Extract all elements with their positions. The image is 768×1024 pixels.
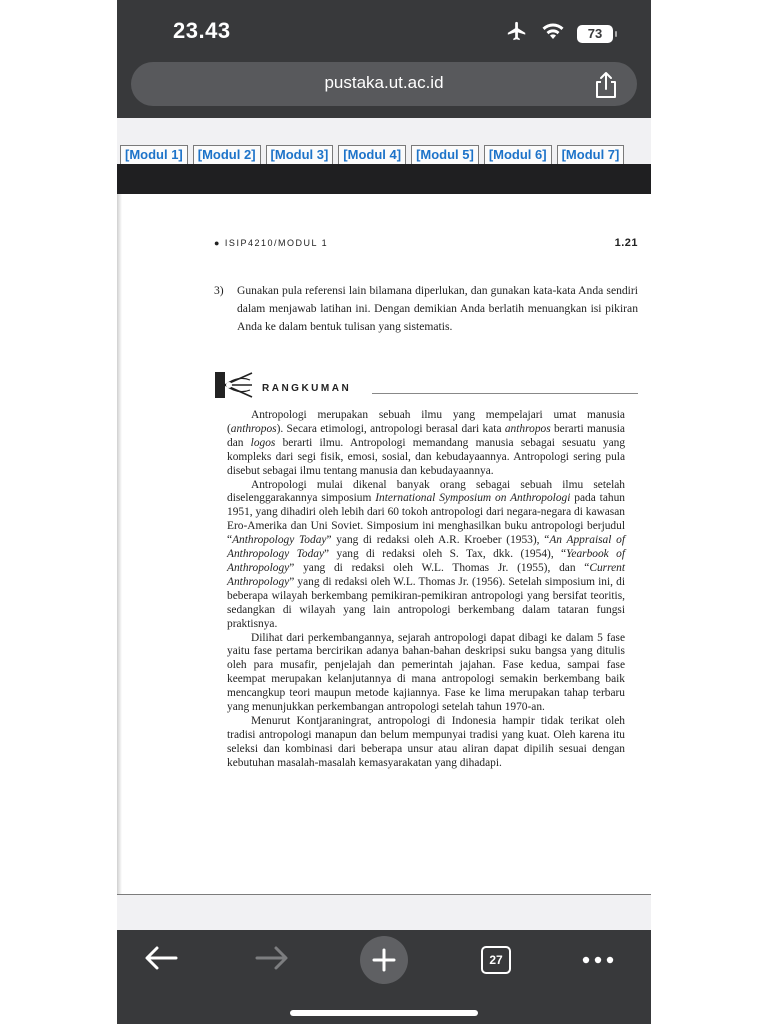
url-text[interactable]: pustaka.ut.ac.id	[324, 73, 444, 92]
module-tab-6[interactable]: [Modul 6]	[484, 145, 552, 164]
module-tab-5[interactable]: [Modul 5]	[411, 145, 479, 164]
module-code: ● ISIP4210/MODUL 1	[214, 238, 329, 248]
p2-italic-book-1: Anthropology Today	[232, 534, 327, 547]
p2-italic-symposium: International Symposium on Anthropologi	[375, 492, 571, 505]
rangkuman-eye-icon	[214, 371, 254, 399]
viewer-toolbar-band	[117, 164, 651, 194]
page-number: 1.21	[614, 237, 638, 249]
phone-screen	[117, 0, 651, 1024]
p1-italic-anthropos-2: anthropos	[504, 422, 551, 435]
wifi-icon	[541, 21, 565, 46]
p1-text-e: berarti manusia dan	[227, 422, 625, 449]
page-edge-shadow	[117, 194, 122, 894]
p1-text-a: Antropologi merupakan sebuah ilmu yang mempelajari umat manusia (	[227, 409, 625, 435]
document-page[interactable]	[117, 194, 651, 895]
section-rule	[372, 393, 638, 394]
section-title: RANGKUMAN	[262, 383, 352, 394]
p1-italic-logos: logos	[250, 436, 276, 449]
status-icons	[505, 20, 613, 47]
module-tab-2[interactable]: [Modul 2]	[193, 145, 261, 164]
summary-paragraph-1	[227, 409, 625, 479]
tabs-button[interactable]	[472, 936, 520, 984]
p2-italic-book-4: Current Anthropology	[227, 561, 625, 588]
p1-text-g: berarti ilmu. Antropologi memandang manusia sebagai sesuatu yang kompleks dari segi fisik, emosi, sosial, dan kebudayaannya. Antropologi sering pula disebut sebagai ilmu tentang manusia dan kebudayaannya.	[227, 436, 626, 477]
more-button[interactable]	[574, 936, 622, 984]
battery-icon: 73	[577, 25, 613, 43]
p2-italic-book-2: An Appraisal of Anthropology Today	[227, 534, 626, 561]
p2-text-a: Antropologi mulai dikenal banyak orang sebagai sebuah ilmu setelah diselenggarakannya simposium	[227, 478, 625, 505]
summary-paragraph-2	[227, 479, 625, 632]
summary-paragraph-4: Menurut Kontjaraningrat, antropologi di Indonesia hampir tidak terikat oleh tradisi antropologi manapun dan belum mempunyai tradisi yang kuat. Oleh karena itu seleksi dan kombinasi dari beberapa unsur atau aliran dapat dipilih sesuai dengan kebutuhan masalah-masalah kemasyarakatan yang dihadapi.	[227, 714, 625, 769]
summary-paragraph-3: Dilihat dari perkembangannya, sejarah antropologi dapat dibagi ke dalam 5 fase yaitu fase pertama bercirikan adanya bahan-bahan deskripsi suku bangsa yang ditulis oleh para musafir, penjelajah dan pemerintah jajahan. Fase kedua, sampai fase keempat merupakan kelanjutannya di mana antropologi semakin berkembang baik mencangkup teori maupun metode kajiannya. Fase ke lima merupakan tahap terbaru yang menunjukkan perkembangan antropologi setelah tahun 1970-an.	[227, 631, 625, 714]
module-tab-1[interactable]: [Modul 1]	[120, 145, 188, 164]
p2-text-k: ” yang di redaksi oleh W.L. Thomas Jr. (1956). Setelah simposium ini, di beberapa wilayah berkembang pemikiran-pemikiran antropologi yang bersifat teoritis, sedangkan di wilayah yang lain antropologi berkembang dalam tataran fungsi praktisnya.	[227, 575, 625, 630]
section-heading	[214, 369, 638, 401]
share-icon[interactable]	[593, 71, 619, 99]
address-bar[interactable]	[131, 62, 637, 106]
home-indicator	[290, 1010, 478, 1016]
back-arrow-icon[interactable]	[144, 945, 178, 976]
module-tab-4[interactable]: [Modul 4]	[338, 145, 406, 164]
browser-header	[117, 0, 651, 118]
more-icon[interactable]	[582, 951, 614, 969]
p2-text-e: ” yang di redaksi oleh A.R. Kroeber (1953), “	[326, 534, 550, 547]
module-tab-3[interactable]: [Modul 3]	[266, 145, 334, 164]
p2-text-i: ” yang di redaksi oleh W.L. Thomas Jr. (1955), dan “	[289, 561, 590, 574]
back-button[interactable]	[137, 936, 185, 984]
airplane-icon	[505, 20, 529, 47]
p2-text-g: ” yang di redaksi oleh S. Tax, dkk. (1954), “	[324, 548, 567, 561]
module-tab-7[interactable]: [Modul 7]	[557, 145, 625, 164]
forward-arrow-icon[interactable]	[255, 945, 289, 976]
p2-italic-book-3: Yearbook of Anthropology	[227, 548, 625, 574]
status-time: 23.43	[173, 18, 231, 43]
forward-button[interactable]	[248, 936, 296, 984]
p1-italic-anthropos: anthropos	[230, 422, 277, 435]
plus-icon[interactable]	[360, 936, 408, 984]
page-header	[214, 238, 638, 248]
exercise-number: 3)	[214, 284, 224, 297]
exercise-text: Gunakan pula referensi lain bilamana diperlukan, dan gunakan kata-kata Anda sendiri dalam menjawab latihan ini. Dengan demikian Anda berlatih menuangkan isi pikiran Anda ke dalam bentuk tulisan yang sistematis.	[237, 284, 638, 333]
exercise-item	[214, 282, 638, 336]
p2-text-c: pada tahun 1951, yang dihadiri oleh lebih dari 60 tokoh antropologi dari negara-negara di kawasan Ero-Amerika dan Uni Soviet. Simposium ini menghasilkan buku antropologi berjudul “	[227, 492, 625, 547]
browser-toolbar	[117, 930, 651, 1024]
module-tab-row	[120, 145, 624, 164]
new-tab-button[interactable]	[360, 936, 408, 984]
tabs-icon[interactable]: 27	[481, 946, 511, 974]
module-nav	[117, 118, 651, 164]
p1-text-c: ). Secara etimologi, antropologi berasal dari kata	[276, 422, 505, 435]
summary-text	[227, 409, 625, 771]
